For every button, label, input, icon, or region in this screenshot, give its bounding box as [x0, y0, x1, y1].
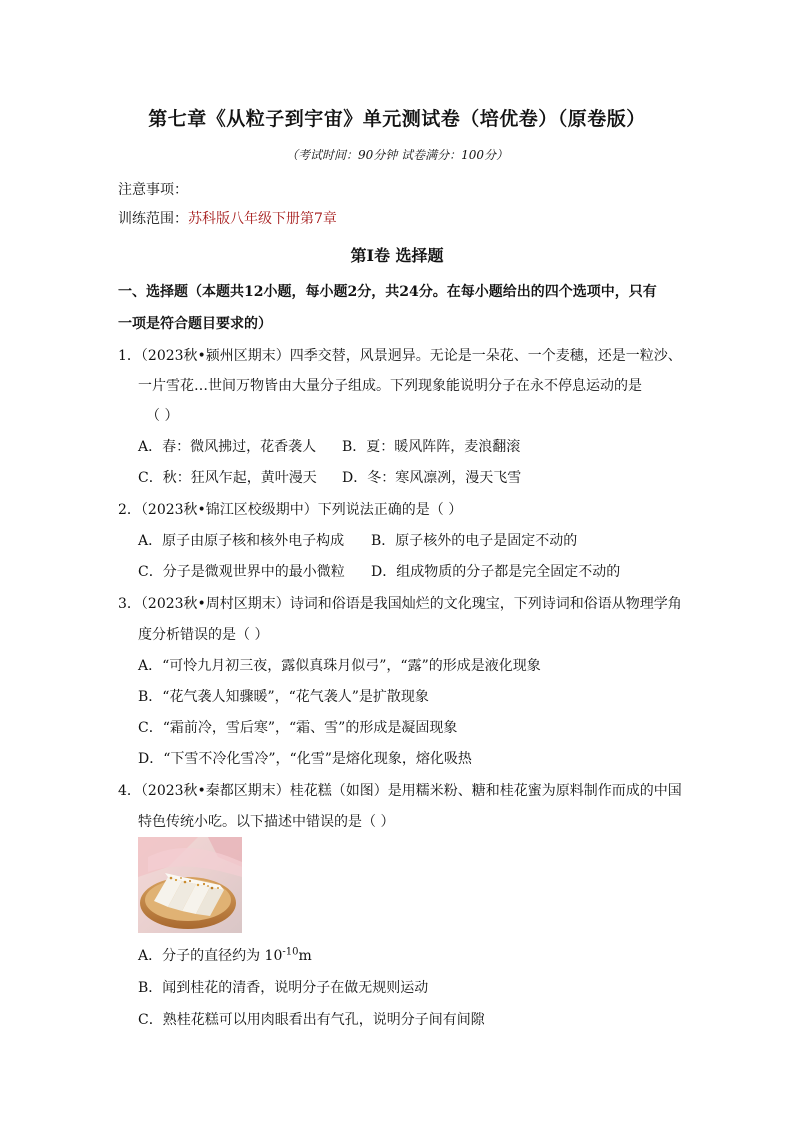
question-3-line-2: 度分析错误的是（ ）: [138, 627, 269, 643]
question-3-option-b: B．“花气袭人知骤暖”，“花气袭人”是扩散现象: [138, 689, 429, 705]
question-1-option-a: A．春：微风拂过，花香袭人: [138, 439, 317, 455]
scope-line: [118, 208, 337, 228]
question-4-line-1: 4．（2023秋•秦都区期末）桂花糕（如图）是用糯米粉、糖和桂花蜜为原料制作而成的中国: [118, 783, 682, 799]
question-3-option-d: D．“下雪不冷化雪冷”，“化雪”是熔化现象，熔化吸热: [138, 751, 472, 767]
question-2-line-1: 2．（2023秋•锦江区校级期中）下列说法正确的是（ ）: [118, 502, 463, 518]
question-1-option-d: D．冬：寒风凛冽，漫天飞雪: [342, 470, 522, 486]
question-3-option-a: A．“可怜九月初三夜，露似真珠月似弓”，“露”的形成是液化现象: [138, 658, 541, 674]
question-1-line-1: 1．（2023秋•颍州区期末）四季交替，风景迥异。无论是一朵花、一个麦穗，还是一粒沙、: [118, 348, 682, 364]
scope-value: 苏科版八年级下册第7章: [188, 211, 337, 227]
question-1-answer-blank: （ ）: [146, 408, 179, 424]
question-4-line-2: 特色传统小吃。以下描述中错误的是（ ）: [138, 814, 395, 830]
notice-label: 注意事项：: [118, 182, 188, 198]
question-3-option-c: C．“霜前冷，雪后寒”，“霜、雪”的形成是凝固现象: [138, 720, 458, 736]
question-2-option-b: B．原子核外的电子是固定不动的: [371, 533, 578, 549]
section-intro-line-1: 一、选择题（本题共12小题，每小题2分，共24分。在每小题给出的四个选项中，只有: [118, 284, 657, 300]
question-1-line-2: 一片雪花…世间万物皆由大量分子组成。下列现象能说明分子在永不停息运动的是: [138, 378, 642, 394]
question-1-option-c: C．秋：狂风乍起，黄叶漫天: [138, 470, 317, 486]
question-4-option-c: C．熟桂花糕可以用肉眼看出有气孔，说明分子间有间隙: [138, 1012, 485, 1028]
question-1-option-b: B．夏：暖风阵阵，麦浪翻滚: [342, 439, 521, 455]
question-2-option-c: C．分子是微观世界中的最小微粒: [138, 564, 345, 580]
question-4-option-b: B．闻到桂花的清香，说明分子在做无规则运动: [138, 980, 429, 996]
page-title: 第七章《从粒子到宇宙》单元测试卷（培优卷）（原卷版）: [148, 108, 646, 130]
question-4-option-a-exponent: -10: [282, 946, 299, 958]
question-4-option-a: [138, 945, 312, 965]
osmanthus-cake-photo: [138, 837, 242, 933]
question-2-option-d: D．组成物质的分子都是完全固定不动的: [371, 564, 621, 580]
section-title: 第Ⅰ卷 选择题: [350, 246, 444, 265]
exam-info: （考试时间：90分钟 试卷满分：100分）: [286, 148, 508, 162]
question-4-option-a-unit: m: [298, 948, 312, 964]
question-4-option-a-text: A．分子的直径约为 10: [138, 948, 283, 964]
question-3-line-1: 3．（2023秋•周村区期末）诗词和俗语是我国灿烂的文化瑰宝，下列诗词和俗语从物理学角: [118, 596, 682, 612]
question-2-option-a: A．原子由原子核和核外电子构成: [138, 533, 345, 549]
section-intro-line-2: 一项是符合题目要求的）: [118, 316, 272, 332]
scope-label: 训练范围：: [118, 211, 188, 227]
